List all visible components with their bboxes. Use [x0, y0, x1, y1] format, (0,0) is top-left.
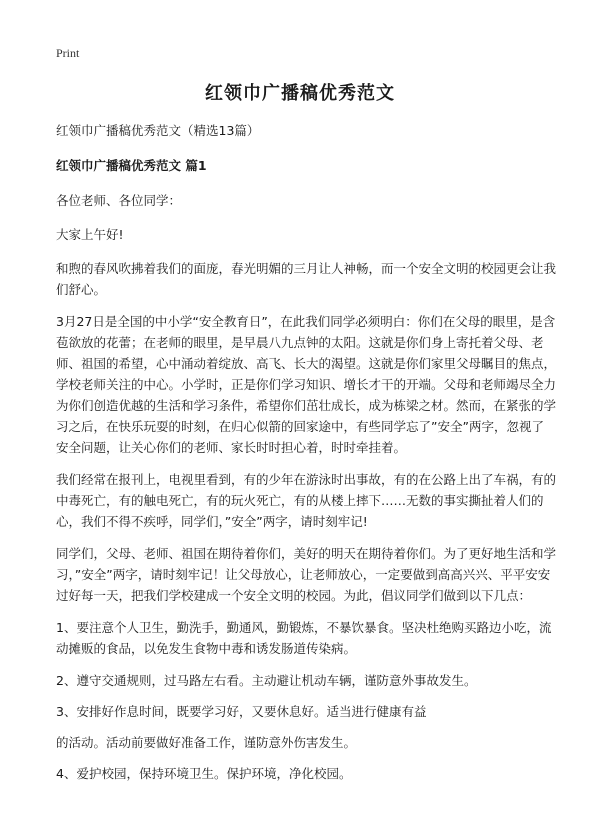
- paragraph: 3月27日是全国的中小学“安全教育日”，在此我们同学必须明白：你们在父母的眼里，是含苞欲放的花蕾；在老师的眼里，是早晨八九点钟的太阳。这就是你们身上寄托着父母、老师、祖国的希望，心中涌动着绽放、高飞、长大的渴望。这就是你们家里父母瞩目的焦点，学校老师关注的中心。小学时，正是你们学习知识、增长才干的开端。父母和老师竭尽全力为你们创造优越的生活和学习条件，希望你们茁壮成长，成为栋梁之材。然而，在紧张的学习之后，在快乐玩耍的时刻，在归心似箭的回家途中，有些同学忘了”安全”两字，忽视了安全问题，让关心你们的老师、家长时时担心着，时时牵挂着。: [56, 314, 557, 455]
- paragraph: 大家上午好!: [56, 227, 124, 242]
- paragraph: 我们经常在报刊上，电视里看到，有的少年在游泳时出事故，有的在公路上出了车祸，有的中毒死亡，有的触电死亡，有的玩火死亡，有的从楼上摔下……无数的事实撕扯着人们的心，我们不得不疾呼，同学们，”安全”两字，请时刻牢记!: [56, 472, 557, 529]
- list-item: 2、遵守交通规则，过马路左右看。主动避让机动车辆，谨防意外事故发生。: [56, 673, 477, 688]
- paragraph: 各位老师、各位同学：: [56, 193, 182, 208]
- paragraph: 和煦的春风吹拂着我们的面庞，春光明媚的三月让人神畅，而一个安全文明的校园更会让我们舒心。: [56, 261, 557, 297]
- article-body: [56, 120, 556, 794]
- page-title: 红领巾广播稿优秀范文: [205, 83, 395, 104]
- print-link[interactable]: Print: [56, 46, 80, 60]
- section-heading: 红领巾广播稿优秀范文 篇1: [56, 158, 207, 173]
- list-item: 1、要注意个人卫生，勤洗手，勤通风，勤锻炼，不暴饮暴食。坚决杜绝购买路边小吃，流动摊贩的食品，以免发生食物中毒和诱发肠道传染病。: [56, 620, 552, 656]
- article-subtitle: 红领巾广播稿优秀范文（精选13篇）: [56, 123, 260, 138]
- list-item: 4、爱护校园，保持环境卫生。保护环境，净化校园。: [56, 766, 352, 781]
- paragraph: 同学们，父母、老师、祖国在期待着你们，美好的明天在期待着你们。为了更好地生活和学习，”安全”两字，请时刻牢记！让父母放心，让老师放心，一定要做到高高兴兴、平平安安过好每一天，把我们学校建成一个安全文明的校园。为此，倡议同学们做到以下几点：: [56, 546, 557, 603]
- list-item: 3、安排好作息时间，既要学习好，又要休息好。适当进行健康有益: [56, 704, 427, 719]
- paragraph: 的活动。活动前要做好准备工作，谨防意外伤害发生。: [56, 735, 357, 750]
